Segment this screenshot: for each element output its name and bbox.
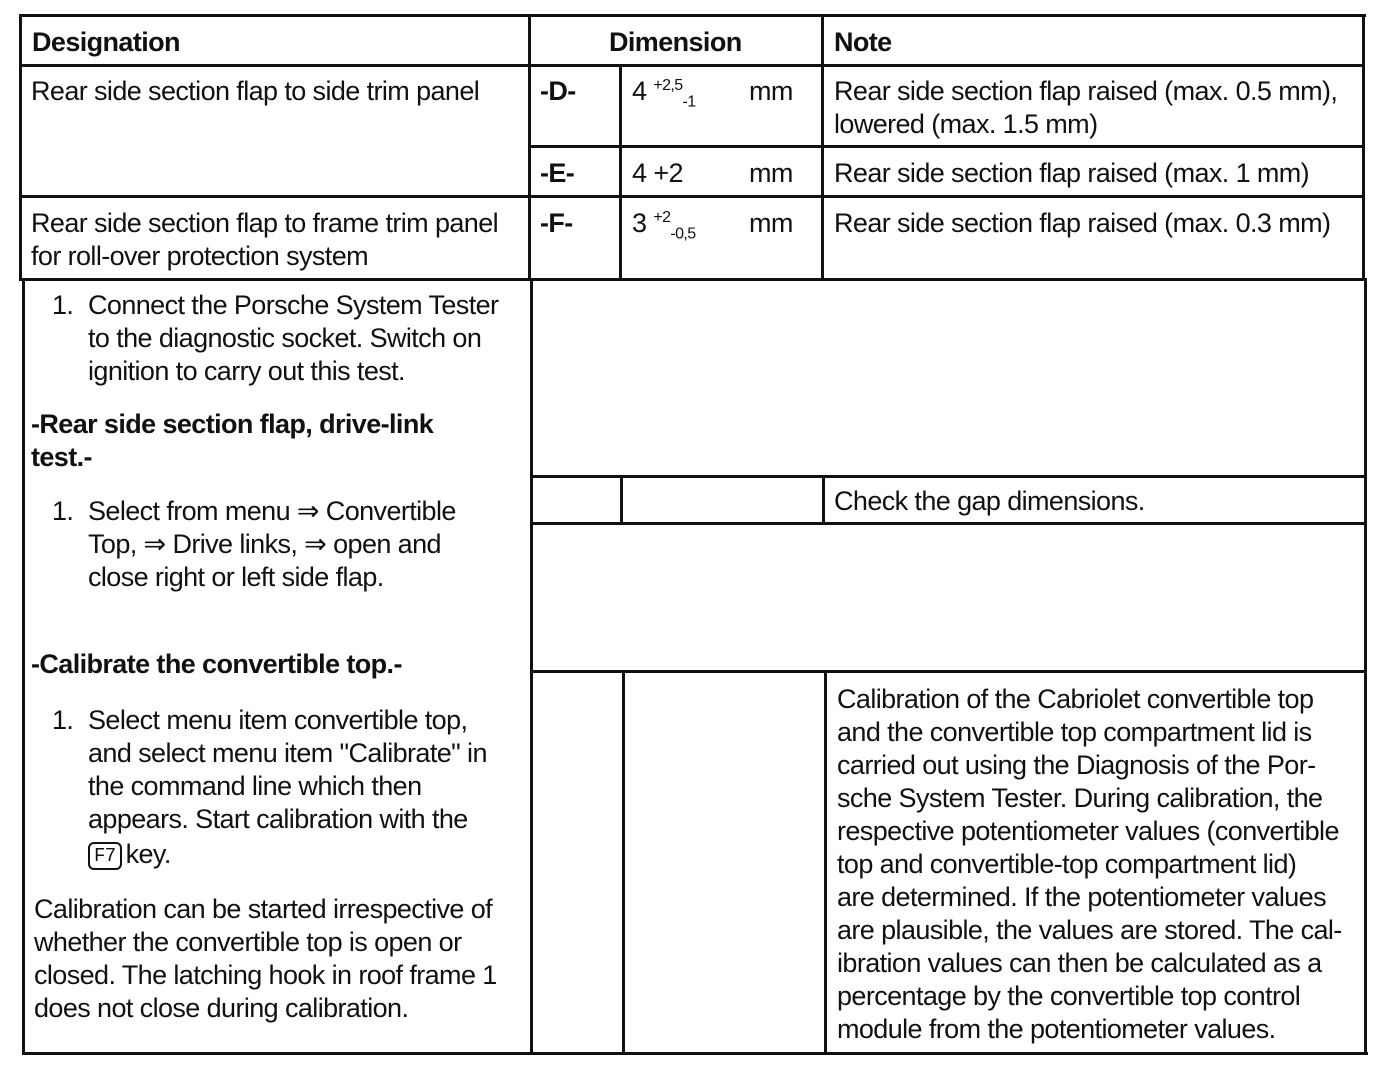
unit-e: mm	[749, 158, 793, 188]
code-f: -F-	[540, 208, 573, 238]
note-d-line-2: lowered (max. 1.5 mm)	[834, 109, 1098, 139]
calibration-note-line: and the convertible top compartment lid is	[837, 717, 1312, 747]
calibration-paragraph-line-2: whether the convertible top is open or	[34, 927, 462, 957]
row-designation-line-2: for roll-over protection system	[31, 241, 369, 271]
step-calibrate: 1. Select menu item convertible top, and select menu item "Calibrate" in the command line which then appears. Start calibration with the F7 key.	[52, 705, 487, 869]
header-note: Note	[834, 27, 892, 57]
calibration-paragraph-line-4: does not close during calibration.	[34, 993, 409, 1023]
calibration-paragraph-line-1: Calibration can be started irrespective of	[34, 894, 493, 924]
calibration-note-line: sche System Tester. During calibration, the	[837, 783, 1323, 813]
header-designation: Designation	[32, 27, 180, 57]
heading-calibrate-top: -Calibrate the convertible top.-	[31, 649, 402, 679]
calibration-note-line: carried out using the Diagnosis of the Por-	[837, 750, 1316, 780]
note-f: Rear side section flap raised (max. 0.3 mm)	[834, 208, 1331, 238]
unit-f: mm	[749, 208, 793, 238]
header-dimension: Dimension	[609, 27, 742, 57]
note-d-line-1: Rear side section flap raised (max. 0.5 mm),	[834, 76, 1338, 106]
code-d: -D-	[540, 76, 576, 106]
calibration-note-line: module from the potentiometer values.	[837, 1014, 1276, 1044]
calibration-note-line: are plausible, the values are stored. The cal-	[837, 915, 1342, 945]
note-e: Rear side section flap raised (max. 1 mm)	[834, 158, 1310, 188]
heading-drive-link-test-line-2: test.-	[31, 442, 92, 472]
dimension-e: 4 +2	[632, 158, 683, 188]
calibration-note-line: ibration values can then be calculated as a	[837, 948, 1322, 978]
heading-drive-link-test-line-1: -Rear side section flap, drive-link	[31, 409, 434, 439]
f7-key: F7	[88, 842, 122, 870]
unit-d: mm	[749, 76, 793, 106]
calibration-note-line: Calibration of the Cabriolet convertible top	[837, 684, 1314, 714]
dimension-d: 4 $^{+2,5}_{-1}$	[632, 76, 696, 111]
note-check-gap: Check the gap dimensions.	[834, 486, 1145, 516]
row-designation: Rear side section flap to side trim panel	[31, 76, 480, 106]
step-select-convertible-top: 1. Select from menu ⇒ Convertible Top, ⇒ Drive links, ⇒ open and close right or left side flap.	[52, 496, 456, 592]
calibration-note-line: percentage by the convertible top control	[837, 981, 1301, 1011]
calibration-note-line: are determined. If the potentiometer values	[837, 882, 1326, 912]
step-connect-tester: 1. Connect the Porsche System Tester to the diagnostic socket. Switch on ignition to carry out this test.	[52, 290, 499, 386]
dimension-f: 3 $^{+2}_{-0,5}$	[632, 208, 696, 243]
row-designation-line-1: Rear side section flap to frame trim panel	[31, 208, 499, 238]
calibration-note-line: respective potentiometer values (convertible	[837, 816, 1339, 846]
calibration-note-line: top and convertible-top compartment lid)	[837, 849, 1297, 879]
calibration-paragraph-line-3: closed. The latching hook in roof frame 1	[34, 960, 497, 990]
code-e: -E-	[540, 158, 575, 188]
